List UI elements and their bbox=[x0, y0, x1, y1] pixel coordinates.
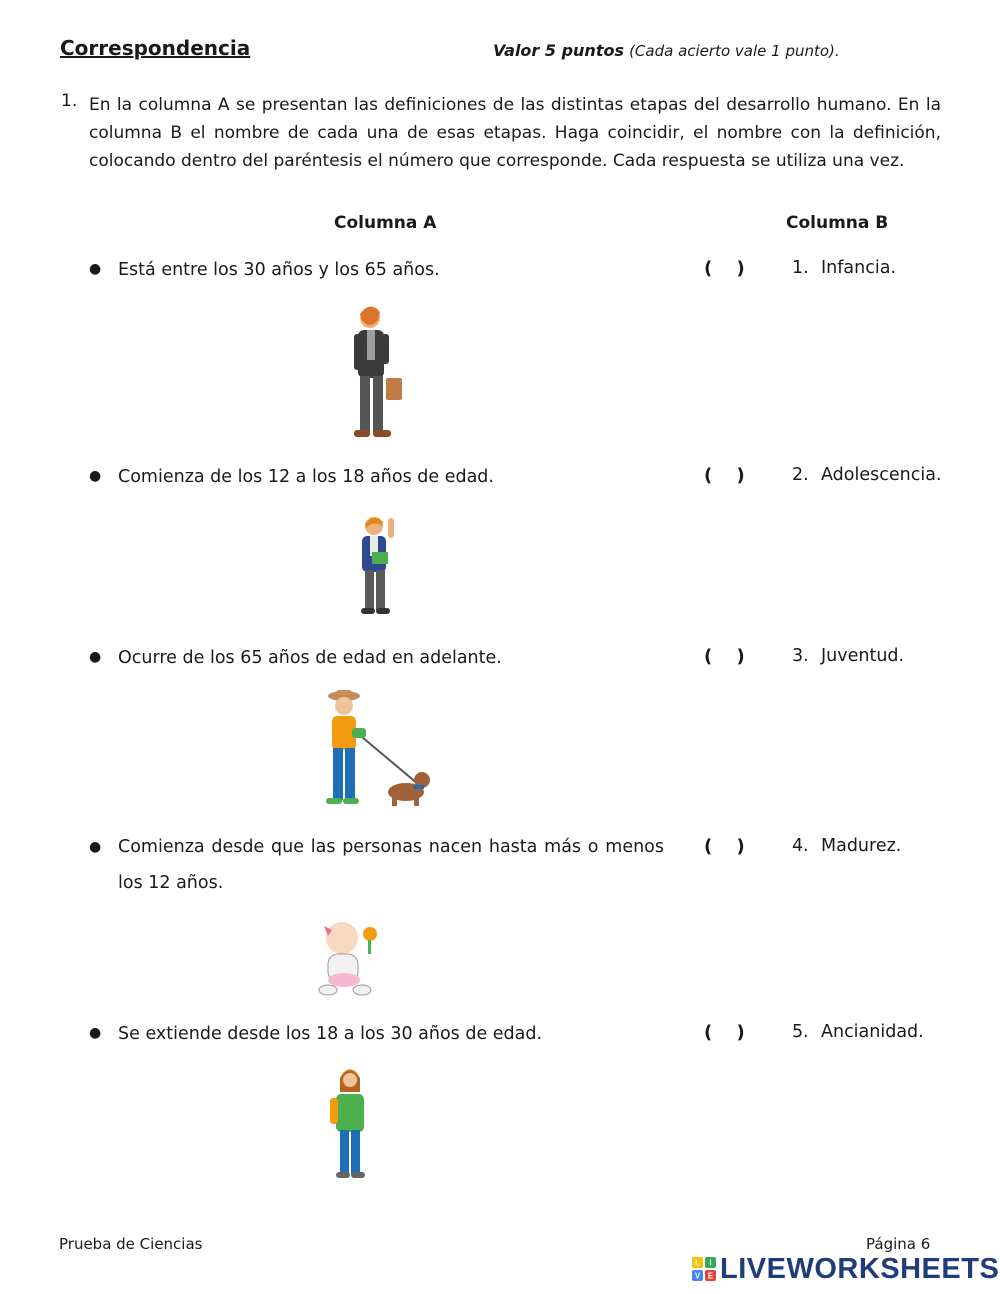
answer-blank-2[interactable]: ( ) bbox=[704, 465, 746, 486]
bullet-icon: ● bbox=[89, 839, 102, 855]
bullet-icon: ● bbox=[89, 261, 102, 277]
answer-blank-4[interactable]: ( ) bbox=[704, 836, 746, 857]
liveworksheets-logo-icon bbox=[692, 1257, 716, 1281]
instructions-text: En la columna A se presentan las definiciones de las distintas etapas del desarrollo humano. En la columna B el nombre de cada una de esas etapas. Haga coincidir, el nombre con la definición, colocando dentro del paréntesis el número que corresponde. Cada respuesta se utiliza una vez. bbox=[89, 95, 941, 171]
definition-5: Se extiende desde los 18 a los 30 años de edad. bbox=[118, 1024, 543, 1044]
option-name-2: Adolescencia. bbox=[821, 465, 942, 485]
liveworksheets-wordmark: LIVEWORKSHEETS bbox=[720, 1252, 1000, 1285]
answer-blank-5[interactable]: ( ) bbox=[704, 1022, 746, 1043]
definition-3: Ocurre de los 65 años de edad en adelante. bbox=[118, 648, 502, 668]
logo-letter-l: L bbox=[695, 1258, 700, 1268]
bullet-icon: ● bbox=[89, 468, 102, 484]
bullet-icon: ● bbox=[89, 649, 102, 665]
baby-illustration bbox=[318, 914, 384, 998]
liveworksheets-logo bbox=[692, 1252, 999, 1286]
answer-blank-1[interactable]: ( ) bbox=[704, 258, 746, 279]
option-name-5: Ancianidad. bbox=[821, 1022, 924, 1042]
score-note bbox=[493, 41, 840, 60]
answer-blank-3[interactable]: ( ) bbox=[704, 646, 746, 667]
definition-1: Está entre los 30 años y los 65 años. bbox=[118, 260, 440, 280]
adult-man-illustration bbox=[340, 300, 410, 442]
footer-subject: Prueba de Ciencias bbox=[59, 1235, 203, 1253]
logo-letter-v: V bbox=[694, 1271, 701, 1281]
bullet-icon: ● bbox=[89, 1025, 102, 1041]
option-number-5: 5. bbox=[792, 1022, 809, 1042]
option-name-1: Infancia. bbox=[821, 258, 896, 278]
option-number-2: 2. bbox=[792, 465, 809, 485]
teenage-boy-illustration bbox=[352, 512, 402, 618]
score-detail: (Cada acierto vale 1 punto). bbox=[629, 42, 840, 60]
page-number: Página 6 bbox=[866, 1235, 931, 1253]
elderly-person-illustration bbox=[318, 688, 430, 810]
score-value: Valor 5 puntos bbox=[493, 41, 624, 60]
page-title: Correspondencia bbox=[60, 36, 251, 60]
option-number-1: 1. bbox=[792, 258, 809, 278]
young-woman-illustration bbox=[328, 1064, 378, 1186]
option-name-4: Madurez. bbox=[821, 836, 902, 856]
option-number-4: 4. bbox=[792, 836, 809, 856]
logo-letter-i: I bbox=[709, 1258, 712, 1268]
question-number: 1. bbox=[61, 91, 78, 111]
logo-letter-e: E bbox=[707, 1271, 714, 1281]
definition-4: Comienza desde que las personas nacen hasta más o menos los 12 años. bbox=[118, 837, 664, 893]
column-a-heading: Columna A bbox=[334, 213, 437, 233]
column-b-heading: Columna B bbox=[786, 213, 889, 233]
definition-2: Comienza de los 12 a los 18 años de edad. bbox=[118, 467, 494, 487]
option-number-3: 3. bbox=[792, 646, 809, 666]
option-name-3: Juventud. bbox=[821, 646, 905, 666]
